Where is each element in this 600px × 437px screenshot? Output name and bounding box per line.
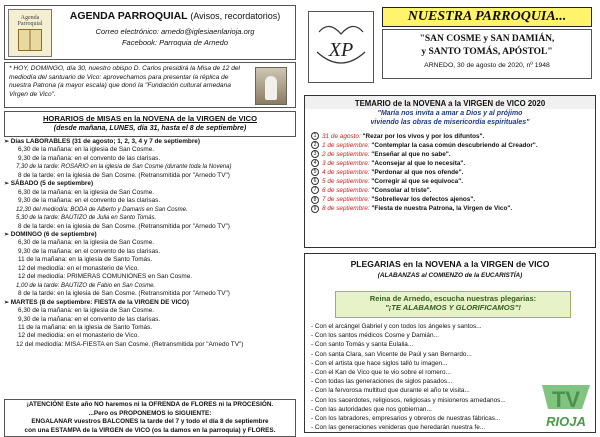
- plegaria-line: - Con las generaciones venideras que heredarán nuestra fe...: [311, 424, 486, 432]
- schedule-item: 12 del mediodía: en el monasterio de Vico.: [18, 264, 140, 272]
- schedule-item: 6,30 de la mañana: en la iglesia de San Cosme.: [18, 188, 155, 196]
- temario-day-date: 6 de septiembre:: [322, 187, 370, 195]
- plegaria-line: - Con el Kan de Vico que te vio sobre el romero...: [311, 369, 451, 377]
- temario-quote-line-2: viviendo las obras de misericordia espirituales": [370, 118, 530, 126]
- temario-day-number: 9: [311, 205, 319, 213]
- sunday-notice: * HOY, DOMINGO, día 30, nuestro obispo D. Carlos presidirá la Misa de 12 del mediodía del santuario de Vico: aprovechamos para presentar la réplica de nuestra Patrona (a mayor escala) que donó la "Fundación cultural arnedana Virgen de Vico".: [9, 65, 241, 98]
- sunday-notice-box: [4, 62, 296, 108]
- parroquia-page: [304, 5, 596, 433]
- temario-day-date: 7 de septiembre:: [322, 196, 370, 204]
- parroquia-title: NUESTRA PARROQUIA...: [382, 7, 592, 27]
- plegaria-line: - Con los labradores, empresarios y obreros de nuestras fábricas...: [311, 415, 501, 423]
- schedule-item: 9,30 de la mañana: en el convento de las clarisas.: [18, 197, 161, 205]
- reina-line-1: Reina de Arnedo, escucha nuestras plegarias:: [369, 294, 537, 303]
- plegaria-line: - Con los sacerdotes, religiosos, religiosas y misioneros arnedanos...: [311, 396, 506, 404]
- temario-day-date: 31 de agosto:: [322, 132, 361, 140]
- atencion-box: [4, 399, 296, 437]
- temario-day: [311, 177, 595, 186]
- mass-schedule: [4, 138, 296, 349]
- schedule-item: 9,30 de la mañana: en el convento de las clarisas.: [18, 154, 161, 162]
- temario-quote: [305, 109, 595, 132]
- issue-date: ARNEDO, 30 de agosto de 2020, nº 1948: [424, 62, 550, 69]
- schedule-item: 6,30 de la mañana: en la iglesia de San Cosme.: [18, 307, 155, 315]
- horarios-header: [4, 111, 296, 137]
- tv-logo-text: TV: [551, 387, 581, 412]
- temario-day-theme: "Fiesta de nuestra Patrona, la Virgen de Vico".: [371, 205, 513, 213]
- schedule-item: 9,30 de la mañana: en el convento de las clarisas.: [18, 315, 161, 323]
- plegarias-title: PLEGARIAS en la NOVENA a la VIRGEN de VICO: [350, 259, 550, 269]
- schedule-day-heading: ➢ SÁBADO (5 de septiembre): [4, 180, 296, 188]
- agenda-title: AGENDA PARROQUIAL: [69, 10, 188, 22]
- temario-day-theme: "Consolar al triste".: [371, 187, 432, 195]
- atencion-line-2: ...Pero os PROPONEMOS lo SIGUIENTE:: [88, 409, 212, 417]
- temario-day-theme: "Sobrellevar los defectos ajenos".: [371, 196, 476, 204]
- rioja-logo-text: RIOJA: [546, 414, 586, 429]
- temario-day-theme: "Enseñar al que no sabe".: [371, 150, 451, 158]
- virgin-statue-image: [255, 67, 287, 105]
- agenda-logo-text: Agenda Parroquial: [17, 15, 43, 27]
- schedule-note: 12,30 del mediodía: BODA de Alberto y Damaris en San Cosme.: [16, 206, 188, 213]
- temario-day: [311, 132, 595, 141]
- reina-line-2: "¡TE ALABAMOS Y GLORIFICAMOS"!: [385, 303, 521, 312]
- schedule-item: 6,30 de la mañana: en la iglesia de San Cosme.: [18, 146, 155, 154]
- schedule-item: 11 de la mañana: en la iglesia de Santo Tomás.: [18, 323, 153, 331]
- agenda-header: [4, 5, 296, 60]
- temario-day-number: 4: [311, 159, 319, 167]
- temario-day-number: 3: [311, 150, 319, 158]
- atencion-line-1: ¡ATENCIÓN! Este año NO haremos ni la OFRENDA de FLORES ni la PROCESIÓN.: [26, 401, 274, 408]
- temario-day-theme: "Rezar por los vivos y por los difuntos".: [362, 132, 485, 140]
- plegaria-line: - Con la fervorosa multitud que durante el año te visita...: [311, 387, 470, 395]
- temario-day-theme: "Contemplar la casa común descubriendo al Creador".: [371, 141, 538, 149]
- schedule-item: 8 de la tarde: en la iglesia de San Cosme. (Retransmitida por "Arnedo TV"): [18, 290, 230, 298]
- temario-day-theme: "Corregir al que se equivoca".: [371, 178, 464, 186]
- schedule-note: 7,30 de la tarde: ROSARIO en la iglesia de San Cosme (durante toda la Novena): [16, 164, 232, 171]
- plegaria-line: - Con las autoridades que nos gobiernan...: [311, 405, 432, 413]
- agenda-logo: [8, 9, 52, 57]
- plegaria-line: - Con todas las generaciones de siglos pasados...: [311, 378, 453, 386]
- saints-line-1: "SAN COSME y SAN DAMIÁN,: [419, 34, 555, 44]
- temario-list: [305, 132, 595, 214]
- atencion-line-4: con una ESTAMPA de la VIRGEN de VICO (os la damos en la parroquia) y FLORES.: [24, 426, 276, 434]
- horarios-title: HORARIOS de MISAS en la NOVENA de la VIRGEN de VICO: [42, 114, 258, 123]
- agenda-email: Correo electrónico: arnedo@iglesiaenlarioja.org: [95, 27, 255, 36]
- schedule-day-heading: ➢ Días LABORABLES (31 de agosto; 1, 2, 3, 4 y 7 de septiembre): [4, 138, 296, 146]
- temario-day: [311, 204, 595, 213]
- temario-day-number: 8: [311, 196, 319, 204]
- reina-callout: [335, 291, 571, 318]
- chi-rho-letters: XP: [328, 39, 354, 61]
- temario-day-theme: "Aconsejar al que lo necesita".: [371, 159, 466, 167]
- plegaria-line: - Con santo Tomás y santa Eulalia...: [311, 341, 414, 349]
- plegaria-line: - Con el artista que hace siglos talló tu imagen...: [311, 359, 448, 367]
- temario-day-number: 7: [311, 186, 319, 194]
- temario-day-number: 2: [311, 141, 319, 149]
- agenda-page: [4, 5, 296, 433]
- temario-day-date: 3 de septiembre:: [322, 159, 370, 167]
- schedule-note: 5,30 de la tarde: BAUTIZO de Julia en Santo Tomás.: [16, 215, 157, 222]
- plegaria-line: - Con santa Clara, san Vicente de Paúl y san Bernardo...: [311, 350, 472, 358]
- parroquia-subtitle-box: [382, 29, 592, 79]
- schedule-note: 1,00 de la tarde: BAUTIZO de Fabio en San Cosme.: [16, 282, 156, 289]
- temario-day-date: 5 de septiembre:: [322, 178, 370, 186]
- temario-day-date: 4 de septiembre:: [322, 168, 370, 176]
- agenda-title-suffix: (Avisos, recordatorios): [190, 11, 281, 21]
- book-icon: [18, 29, 42, 51]
- temario-day: [311, 195, 595, 204]
- agenda-facebook: Facebook: Parroquia de Arnedo: [121, 38, 229, 47]
- temario-day-theme: "Perdonar al que nos ofende".: [371, 168, 464, 176]
- plegaria-line: - Con el arcángel Gabriel y con todos los ángeles y santos...: [311, 323, 482, 330]
- schedule-item: 6,30 de la mañana: en la iglesia de San Cosme.: [18, 239, 155, 247]
- chi-rho-logo: [308, 11, 374, 83]
- schedule-item: 11 de la mañana: en la iglesia de Santo Tomás.: [18, 256, 153, 264]
- schedule-item: 8 de la tarde: en la iglesia de San Cosme. (Retransmitida por "Arnedo TV"): [18, 171, 230, 179]
- temario-day: [311, 159, 595, 168]
- temario-day-number: 6: [311, 177, 319, 185]
- schedule-day-heading: ➢ MARTES (8 de septiembre: FIESTA de la VIRGEN DE VICO): [4, 299, 296, 307]
- temario-box: [304, 95, 596, 248]
- schedule-item: 12 del mediodía: PRIMERAS COMUNIONES en San Cosme.: [18, 273, 193, 281]
- horarios-subtitle: (desde mañana, LUNES, día 31, hasta el 8 de septiembre): [53, 124, 247, 132]
- plegarias-subtitle: (ALABANZAS al COMIENZO de la EUCARISTÍA): [377, 272, 523, 279]
- temario-day: [311, 141, 595, 150]
- chi-rho-icon: [309, 12, 373, 82]
- schedule-item: 12 del mediodía: MISA-FIESTA en San Cosme. (Retransmitida por "Arnedo TV"): [16, 340, 244, 348]
- schedule-item: 12 del mediodía: en el monasterio de Vico.: [18, 332, 140, 340]
- tv-rioja-logo: [538, 379, 594, 431]
- atencion-line-3: ENGALANAR vuestros BALCONES la tarde del 7 y todo el día 8 de septiembre: [31, 418, 269, 426]
- plegaria-line: - Con los santos médicos Cosme y Damián...: [311, 332, 439, 340]
- schedule-item: 9,30 de la mañana: en el convento de las clarisas.: [18, 247, 161, 255]
- temario-quote-line-1: "María nos invita a amar a Dios y al prójimo: [377, 110, 523, 117]
- temario-title: TEMARIO de la NOVENA a la VIRGEN de VICO 2020: [305, 96, 595, 109]
- temario-day: [311, 168, 595, 177]
- schedule-day-heading: ➢ DOMINGO (6 de septiembre): [4, 231, 296, 239]
- temario-day-date: 2 de septiembre:: [322, 150, 370, 158]
- temario-day-number: 5: [311, 168, 319, 176]
- temario-day: [311, 150, 595, 159]
- saints-line-2: y SANTO TOMÁS, APÓSTOL": [421, 47, 553, 57]
- schedule-item: 8 de la tarde: en la iglesia de San Cosme. (Retransmitida por "Arnedo TV"): [18, 222, 230, 230]
- temario-day-date: 8 de septiembre:: [322, 205, 370, 213]
- temario-day-number: 1: [311, 132, 319, 140]
- temario-day-date: 1 de septiembre:: [322, 141, 370, 149]
- temario-day: [311, 186, 595, 195]
